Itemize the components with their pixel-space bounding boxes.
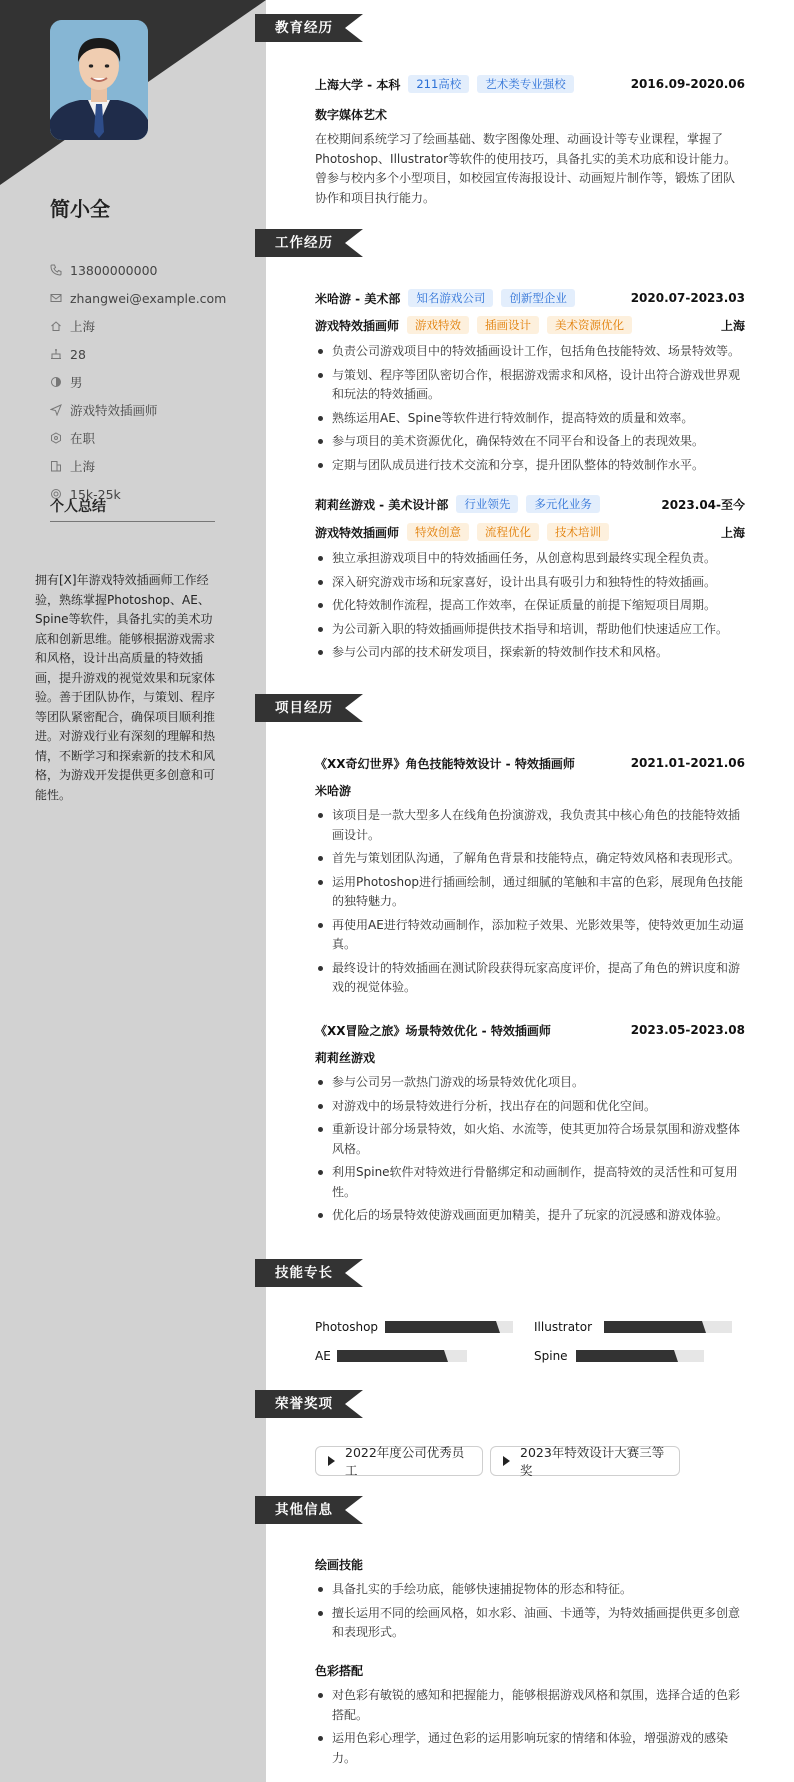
contact-city (50, 452, 240, 480)
sidebar (0, 0, 266, 1782)
project-title: 《XX奇幻世界》角色技能特效设计 - 特效插画师 (315, 756, 575, 771)
role-tag: 插画设计 (477, 316, 539, 334)
list-item: 负责公司游戏项目中的特效插画设计工作，包括角色技能特效、场景特效等。 (315, 342, 745, 362)
phone-icon (50, 264, 62, 276)
contact-email-text: zhangwei@example.com (70, 290, 227, 306)
skill-name: Illustrator (534, 1320, 593, 1334)
send-icon (50, 404, 62, 416)
list-item: 为公司新入职的特效插画师提供技术指导和培训，帮助他们快速适应工作。 (315, 620, 745, 640)
list-item: 优化特效制作流程，提高工作效率，在保证质量的前提下缩短项目周期。 (315, 596, 745, 616)
list-item: 对色彩有敏锐的感知和把握能力，能够根据游戏风格和氛围，选择合适的色彩搭配。 (315, 1686, 745, 1725)
role-tag: 美术资源优化 (547, 316, 632, 334)
school-name: 上海大学 - 本科 (315, 77, 401, 92)
project-header (315, 1019, 745, 1041)
project-company: 莉莉丝游戏 (315, 1051, 376, 1065)
contact-phone (50, 256, 240, 284)
project-details (315, 806, 745, 1002)
age-icon (50, 348, 62, 360)
skill-bar (576, 1350, 704, 1362)
award-badge (315, 1446, 483, 1476)
skill-name: Spine (534, 1349, 568, 1363)
company-name: 米哈游 - 美术部 (315, 291, 401, 306)
contact-status (50, 424, 240, 452)
education-description: 在校期间系统学习了绘画基础、数字图像处理、动画设计等专业课程，掌握了Photoshop、Illustrator等软件的使用技巧，具备扎实的美术功底和设计能力。曾参与校内多个小型项目，如校园宣传海报设计、动画短片制作等，锻炼了团队协作和项目执行能力。 (315, 132, 737, 205)
section-title: 教育经历 (275, 20, 333, 36)
skill-bar (385, 1321, 513, 1333)
contact-email (50, 284, 240, 312)
skill-bar (604, 1321, 732, 1333)
list-item: 熟练运用AE、Spine等软件进行特效制作，提高特效的质量和效率。 (315, 409, 745, 429)
school-tag: 艺术类专业强校 (477, 75, 574, 93)
skill-name: AE (315, 1349, 331, 1363)
list-item: 首先与策划团队沟通，了解角色背景和技能特点，确定特效风格和表现形式。 (315, 849, 745, 869)
job-date: 2020.07-2023.03 (630, 291, 745, 305)
contact-position (50, 396, 240, 424)
education-entry (315, 73, 745, 95)
section-header-other (255, 1496, 365, 1524)
job-date: 2023.04-至今 (661, 497, 745, 512)
award-text: 2023年特效设计大赛三等奖 (520, 1445, 665, 1478)
list-item: 该项目是一款大型多人在线角色扮演游戏，我负责其中核心角色的技能特效插画设计。 (315, 806, 745, 845)
list-item: 具备扎实的手绘功底，能够快速捕捉物体的形态和特征。 (315, 1580, 745, 1600)
section-title: 项目经历 (275, 700, 333, 716)
building-icon (50, 460, 62, 472)
home-icon (50, 320, 62, 332)
section-header-education (255, 14, 365, 42)
skill-bar (337, 1350, 467, 1362)
project-date: 2023.05-2023.08 (630, 1023, 745, 1037)
list-item: 独立承担游戏项目中的特效插画任务，从创意构思到最终实现全程负责。 (315, 549, 745, 569)
role-tag: 流程优化 (477, 523, 539, 541)
skill-spine (534, 1349, 704, 1363)
triangle-right-icon (503, 1456, 510, 1466)
contact-age-text: 28 (70, 346, 86, 362)
project-title: 《XX冒险之旅》场景特效优化 - 特效插画师 (315, 1023, 551, 1038)
role-tag: 技术培训 (547, 523, 609, 541)
list-item: 利用Spine软件对特效进行骨骼绑定和动画制作，提高特效的灵活性和可复用性。 (315, 1163, 745, 1202)
contact-gender (50, 368, 240, 396)
contact-status-text: 在职 (70, 431, 96, 446)
mail-icon (50, 292, 62, 304)
job-role: 游戏特效插画师 (315, 525, 400, 540)
section-title: 工作经历 (275, 235, 333, 251)
company-tag: 多元化业务 (526, 495, 600, 513)
skill-bar-fill (337, 1350, 440, 1362)
award-text: 2022年度公司优秀员工 (345, 1445, 465, 1478)
contact-hometown-text: 上海 (70, 319, 96, 334)
project-details (315, 1073, 745, 1230)
list-item: 参与项目的美术资源优化，确保特效在不同平台和设备上的表现效果。 (315, 432, 745, 452)
contact-hometown (50, 312, 240, 340)
job-role: 游戏特效插画师 (315, 318, 400, 333)
company-tag: 行业领先 (456, 495, 518, 513)
list-item: 运用Photoshop进行插画绘制，通过细腻的笔触和丰富的色彩，展现角色技能的独特魅力。 (315, 873, 745, 912)
job-role-row (315, 314, 745, 336)
job-location: 上海 (720, 525, 745, 540)
contact-position-text: 游戏特效插画师 (70, 403, 158, 418)
contact-city-text: 上海 (70, 459, 96, 474)
triangle-right-icon (328, 1456, 335, 1466)
skill-bar-fill (385, 1321, 492, 1333)
company-name: 莉莉丝游戏 - 美术设计部 (315, 497, 449, 512)
other-group-list (315, 1580, 745, 1647)
company-tag: 知名游戏公司 (408, 289, 493, 307)
list-item: 再使用AE进行特效动画制作，添加粒子效果、光影效果等，使特效更加生动逼真。 (315, 916, 745, 955)
section-header-awards (255, 1390, 365, 1418)
role-tag: 特效创意 (407, 523, 469, 541)
project-company: 米哈游 (315, 784, 352, 798)
job-location: 上海 (720, 318, 745, 333)
list-item: 优化后的场景特效使游戏画面更加精美，提升了玩家的沉浸感和游戏体验。 (315, 1206, 745, 1226)
skill-ae (315, 1349, 467, 1363)
other-group-title: 色彩搭配 (315, 1664, 364, 1678)
gender-icon (50, 376, 62, 388)
project-date: 2021.01-2021.06 (630, 756, 745, 770)
job-role-row (315, 521, 745, 543)
list-item: 定期与团队成员进行技术交流和分享，提升团队整体的特效制作水平。 (315, 456, 745, 476)
skill-name: Photoshop (315, 1320, 379, 1334)
candidate-name: 简小全 (50, 197, 110, 221)
education-date: 2016.09-2020.06 (630, 77, 745, 91)
role-tag: 游戏特效 (407, 316, 469, 334)
other-group-title: 绘画技能 (315, 1558, 364, 1572)
skill-photoshop (315, 1320, 513, 1334)
list-item: 重新设计部分场景特效，如火焰、水流等，使其更加符合场景氛围和游戏整体风格。 (315, 1120, 745, 1159)
avatar (50, 20, 148, 140)
list-item: 参与公司内部的技术研发项目，探索新的特效制作技术和风格。 (315, 643, 745, 663)
other-group-list (315, 1686, 745, 1772)
section-title: 技能专长 (275, 1265, 333, 1281)
contact-age (50, 340, 240, 368)
section-title: 荣誉奖项 (275, 1396, 333, 1412)
job-header (315, 493, 745, 515)
section-title: 其他信息 (275, 1502, 333, 1518)
school-tag: 211高校 (408, 75, 469, 93)
list-item: 运用色彩心理学，通过色彩的运用影响玩家的情绪和体验，增强游戏的感染力。 (315, 1729, 745, 1768)
list-item: 最终设计的特效插画在测试阶段获得玩家高度评价，提高了角色的辨识度和游戏的视觉体验。 (315, 959, 745, 998)
skill-illustrator (534, 1320, 732, 1334)
status-icon (50, 432, 62, 444)
job-duties (315, 549, 745, 667)
contact-gender-text: 男 (70, 375, 83, 390)
list-item: 擅长运用不同的绘画风格，如水彩、油画、卡通等，为特效插画提供更多创意和表现形式。 (315, 1604, 745, 1643)
skill-bar-fill (604, 1321, 698, 1333)
project-header (315, 752, 745, 774)
summary-text: 拥有[X]年游戏特效插画师工作经验，熟练掌握Photoshop、AE、Spine等软件，具备扎实的美术功底和创新思维。能够根据游戏需求和风格，设计出高质量的特效插画，提升游戏的视觉效果和玩家体验。善于团队协作，与策划、程序等团队紧密配合，确保项目顺利推进。对游戏行业有深刻的理解和热情，不断学习和探索新的技术和风格，为游戏开发提供更多创意和可能性。 (35, 573, 216, 802)
skill-bar-fill (576, 1350, 670, 1362)
list-item: 对游戏中的场景特效进行分析，找出存在的问题和优化空间。 (315, 1097, 745, 1117)
job-duties (315, 342, 745, 479)
summary-title: 个人总结 (50, 499, 106, 515)
company-tag: 创新型企业 (501, 289, 575, 307)
job-header (315, 287, 745, 309)
list-item: 深入研究游戏市场和玩家喜好，设计出具有吸引力和独特性的特效插画。 (315, 573, 745, 593)
award-badge (490, 1446, 680, 1476)
section-header-work (255, 229, 365, 257)
section-header-skills (255, 1259, 365, 1287)
list-item: 参与公司另一款热门游戏的场景特效优化项目。 (315, 1073, 745, 1093)
list-item: 与策划、程序等团队密切合作，根据游戏需求和风格，设计出符合游戏世界观和玩法的特效插画。 (315, 366, 745, 405)
contact-list (50, 256, 240, 508)
contact-phone-text: 13800000000 (70, 262, 158, 278)
section-header-projects (255, 694, 365, 722)
contact-salary-text: 15k-25k (70, 486, 121, 502)
summary-divider (50, 521, 215, 522)
major: 数字媒体艺术 (315, 108, 388, 122)
